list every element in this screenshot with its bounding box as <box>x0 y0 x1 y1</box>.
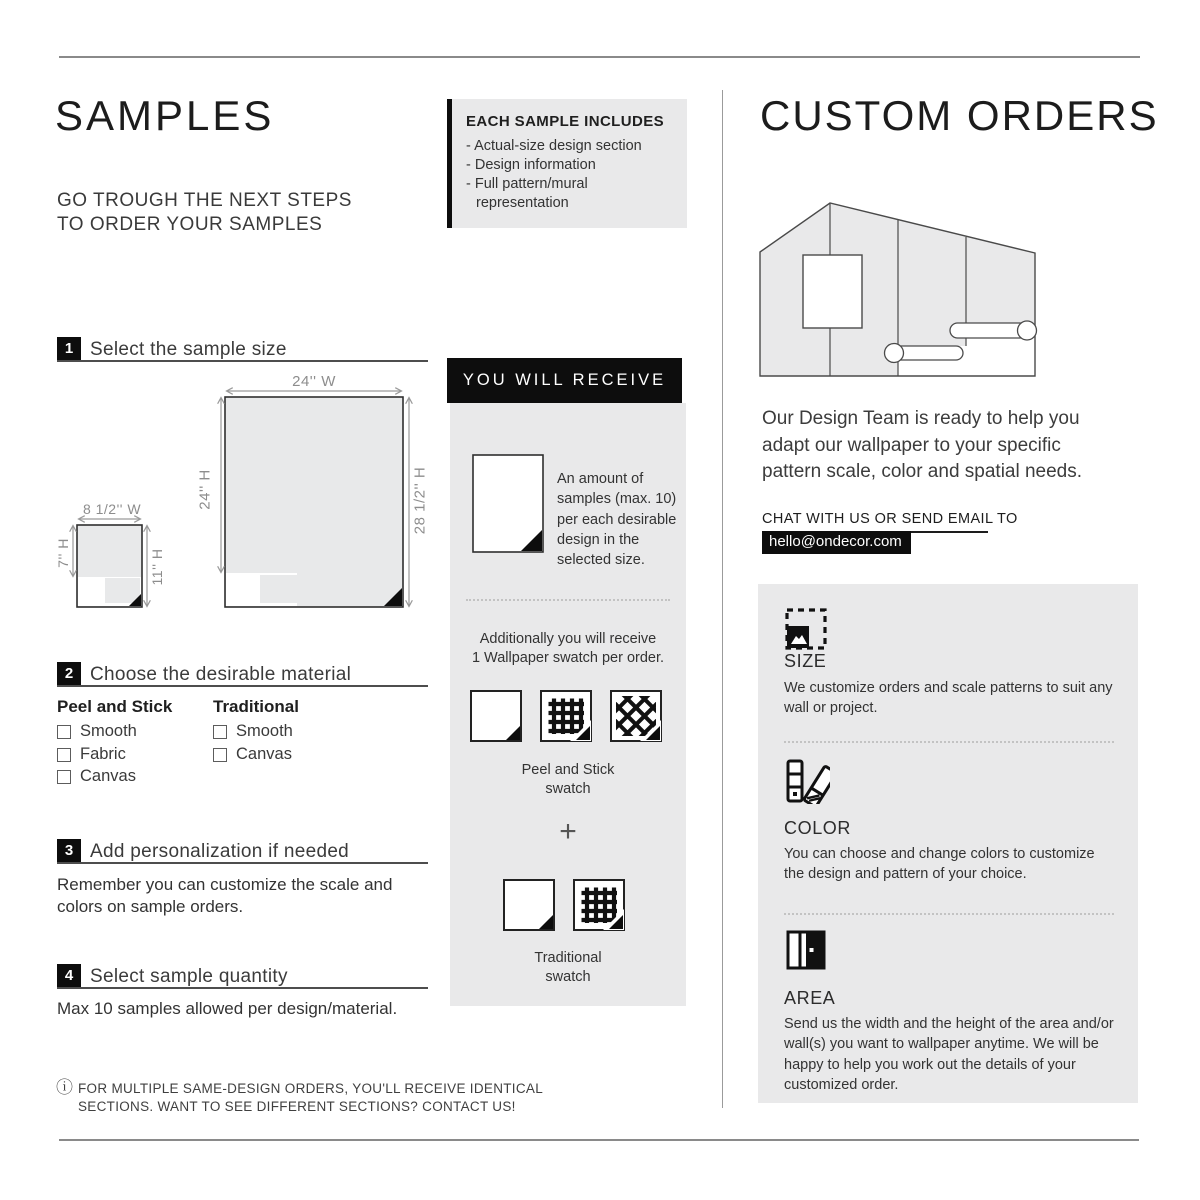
panel-divider <box>784 741 1114 743</box>
step-3-rule <box>57 862 428 864</box>
sample-sheet-icon <box>472 454 544 553</box>
area-body: Send us the width and the height of the area and/or wall(s) you want to wallpaper anytime. We will be happy to help you work out the details of your customized order. <box>784 1016 1114 1093</box>
wall-illustration <box>755 195 1045 385</box>
step-4-title: Select sample quantity <box>90 966 288 987</box>
small-height-left-label: 7'' H <box>55 538 71 568</box>
plus-sign: + <box>559 815 577 848</box>
footnote-line2: SECTIONS. WANT TO SEE DIFFERENT SECTIONS? CONTACT US! <box>78 1099 516 1114</box>
large-height-right-label: 28 1/2'' H <box>411 466 429 535</box>
bottom-rule <box>59 1139 1139 1141</box>
step-4-body: Max 10 samples allowed per design/material. <box>57 999 398 1018</box>
area-heading: AREA <box>784 988 836 1008</box>
you-will-receive-header: YOU WILL RECEIVE <box>447 358 682 403</box>
column-divider <box>722 90 723 1108</box>
step-1-rule <box>57 360 428 362</box>
peel-swatch-label-line2: swatch <box>545 781 591 797</box>
top-rule <box>59 56 1140 58</box>
small-sample-inner-rect <box>105 578 140 603</box>
footnote-line1: FOR MULTIPLE SAME-DESIGN ORDERS, YOU'LL RECEIVE IDENTICAL <box>78 1081 544 1096</box>
large-sample-inner-rect <box>260 575 298 603</box>
traditional-swatch-label-line2: swatch <box>545 969 591 985</box>
includes-item: - Actual-size design section <box>466 137 676 156</box>
traditional-title: Traditional <box>213 697 299 716</box>
step-3-body: Remember you can customize the scale and colors on sample orders. <box>57 875 393 917</box>
color-swatches-icon <box>784 758 830 804</box>
additional-text-line1: Additionally you will receive <box>479 631 657 647</box>
grid-swatch-icon <box>540 690 592 742</box>
option-label: Smooth <box>236 722 293 740</box>
custom-orders-title: CUSTOM ORDERS <box>760 92 1159 139</box>
info-icon: ⓘ <box>56 1078 73 1098</box>
checkbox-icon[interactable] <box>57 748 71 762</box>
option-traditional-smooth[interactable] <box>213 722 293 741</box>
step-4-rule <box>57 987 428 989</box>
large-width-label: 24'' W <box>292 373 336 390</box>
step-3-badge: 3 <box>57 839 81 863</box>
option-label: Canvas <box>236 745 292 763</box>
custom-intro-text: Our Design Team is ready to help you adapt our wallpaper to your specific pattern scale, color and spatial needs. <box>762 408 1083 483</box>
color-heading: COLOR <box>784 818 852 838</box>
wall-door-icon <box>784 928 828 972</box>
color-body: You can choose and change colors to customize the design and pattern of your choice. <box>784 846 1095 883</box>
crop-image-icon <box>784 607 828 651</box>
samples-subtitle-line1: GO TROUGH THE NEXT STEPS <box>57 190 352 211</box>
chat-label: CHAT WITH US OR SEND EMAIL TO <box>762 511 988 533</box>
option-peel-canvas[interactable] <box>57 767 136 786</box>
each-sample-includes-box <box>447 99 687 228</box>
samples-title: SAMPLES <box>55 92 275 139</box>
small-height-right-label: 11'' H <box>149 548 165 586</box>
checkbox-icon[interactable] <box>213 725 227 739</box>
additional-text-line2: 1 Wallpaper swatch per order. <box>471 650 665 666</box>
step-2-title: Choose the desirable material <box>90 664 352 685</box>
option-peel-fabric[interactable] <box>57 745 126 764</box>
small-width-label: 8 1/2'' W <box>82 501 142 517</box>
step-1-title: Select the sample size <box>90 339 287 360</box>
step-2-badge: 2 <box>57 662 81 686</box>
grid-swatch-icon <box>573 879 625 931</box>
samples-amount-text: An amount of samples (max. 10) per each desirable design in the selected size. <box>557 471 677 569</box>
includes-item: - Full pattern/mural representation <box>466 175 676 213</box>
samples-subtitle-line2: TO ORDER YOUR SAMPLES <box>57 214 323 235</box>
option-label: Smooth <box>80 722 137 740</box>
step-4-badge: 4 <box>57 964 81 988</box>
checkbox-icon[interactable] <box>57 725 71 739</box>
wallpaper-roll <box>950 323 1028 338</box>
window <box>803 255 862 328</box>
peel-and-stick-title: Peel and Stick <box>57 697 173 716</box>
email-address[interactable]: hello@ondecor.com <box>762 531 911 554</box>
sample-size-diagram <box>50 368 430 620</box>
large-height-left-label: 24'' H <box>196 469 214 510</box>
step-3-title: Add personalization if needed <box>90 841 350 862</box>
receive-divider <box>466 599 670 601</box>
step-2-rule <box>57 685 428 687</box>
option-peel-smooth[interactable] <box>57 722 137 741</box>
option-label: Fabric <box>80 745 126 763</box>
checkbox-icon[interactable] <box>213 748 227 762</box>
crosshatch-swatch-icon <box>610 690 662 742</box>
option-label: Canvas <box>80 767 136 785</box>
checkbox-icon[interactable] <box>57 770 71 784</box>
includes-title: EACH SAMPLE INCLUDES <box>466 113 665 130</box>
size-body: We customize orders and scale patterns to suit any wall or project. <box>784 680 1113 717</box>
plain-swatch-icon <box>503 879 555 931</box>
size-heading: SIZE <box>784 651 827 671</box>
option-traditional-canvas[interactable] <box>213 745 292 764</box>
plain-swatch-icon <box>470 690 522 742</box>
panel-divider <box>784 913 1114 915</box>
step-1-badge: 1 <box>57 337 81 361</box>
traditional-swatch-label-line1: Traditional <box>534 950 602 966</box>
includes-item: - Design information <box>466 156 676 175</box>
peel-swatch-label-line1: Peel and Stick <box>521 762 615 778</box>
